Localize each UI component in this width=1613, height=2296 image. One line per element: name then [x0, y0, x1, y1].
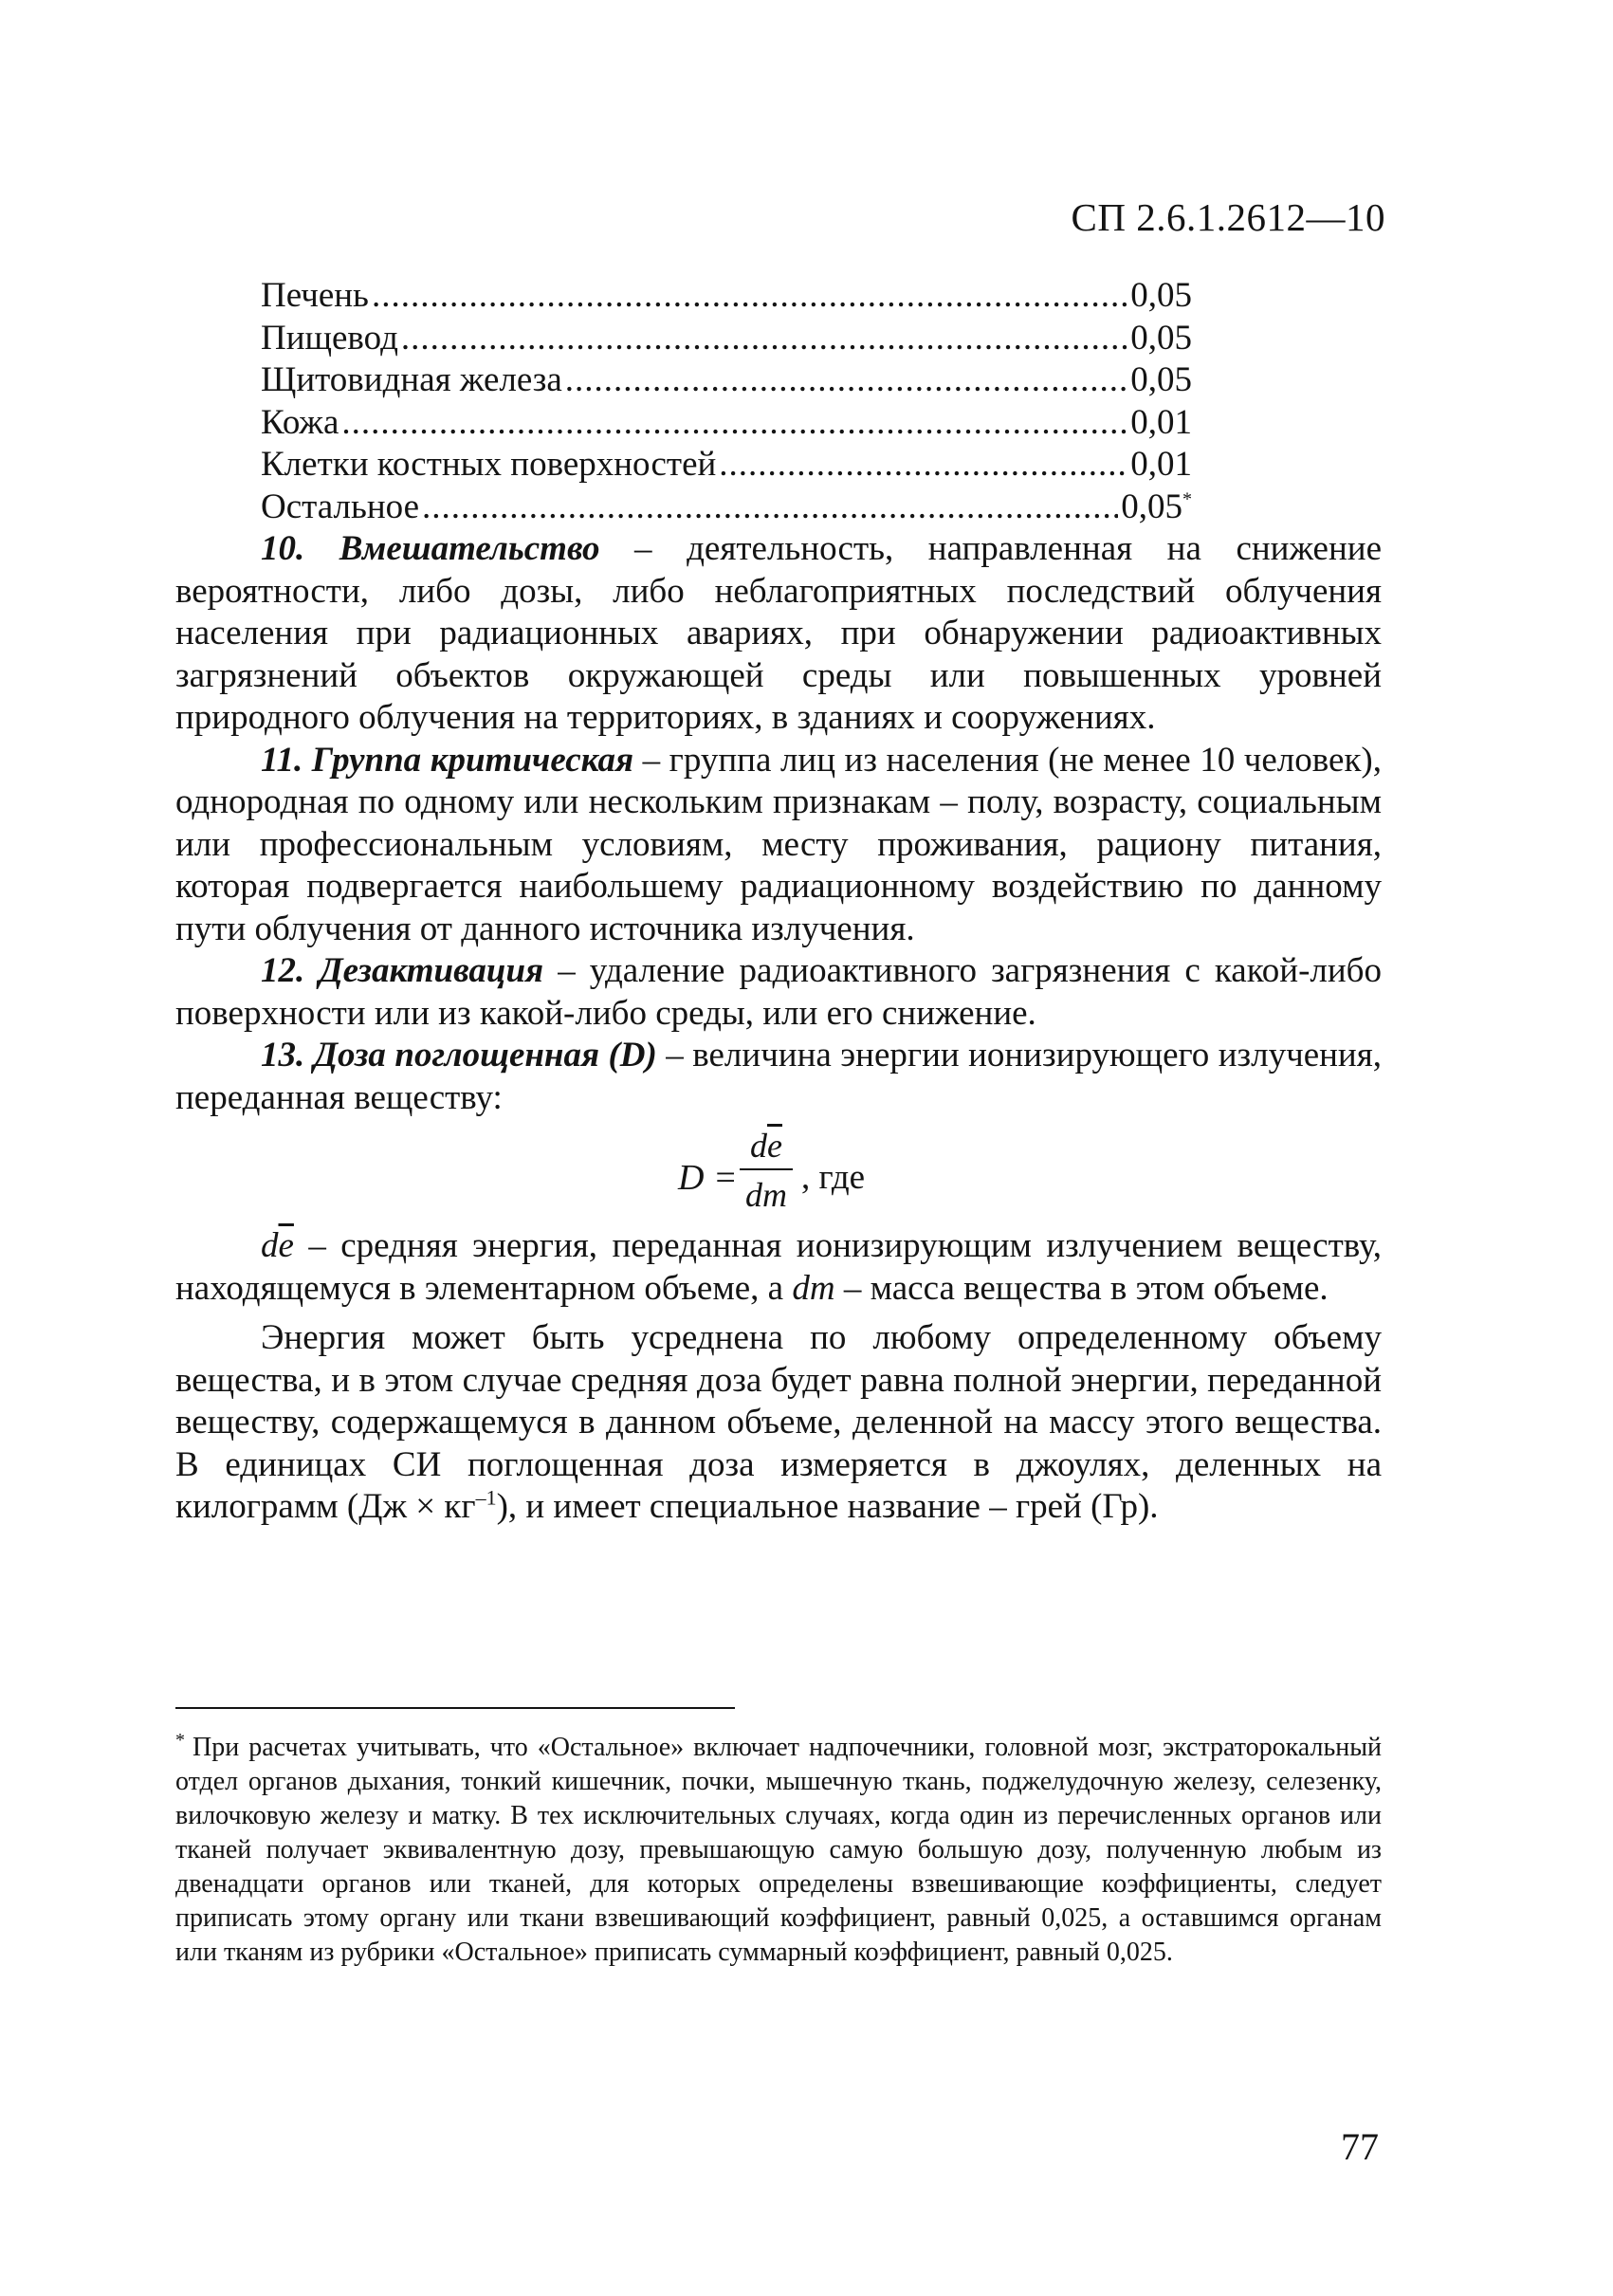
definition-text: – величина энергии ионизирующего излучения, переданная веществу:: [175, 1036, 1383, 1117]
term-heading: 10. Вмешательство: [261, 529, 600, 568]
list-item: [261, 318, 1192, 360]
weight-value: 0,05*: [1121, 487, 1192, 526]
definition-text: – группа лиц из населения (не менее 10 человек), однородная по одному или нескольким признакам – полу, возрасту, социальным или профессиональным условиям, месту проживания, рациону питания, которая подвергается наибольшему радиационному воздействию по данному пути облучения от данного источника излучения.: [175, 740, 1382, 948]
term-heading: 13. Доза поглощенная (D): [261, 1036, 657, 1075]
weight-value: 0,01: [1130, 445, 1192, 484]
symbol-de: $d\overline{e}$: [261, 1226, 294, 1265]
organ-name: Остальное: [261, 487, 420, 526]
definition-text: – удаление радиоактивного загрязнения с какой-либо поверхности или из какой-либо среды, или его снижение.: [175, 951, 1382, 1033]
unit-exponent: –1: [475, 1485, 497, 1510]
footnote-mark: *: [175, 1729, 185, 1751]
definition-intervention: [175, 528, 1382, 740]
list-item: [261, 359, 1192, 402]
formula-tail: , где: [801, 1158, 866, 1197]
weight-value: 0,05: [1130, 360, 1192, 399]
term-heading: 12. Дезактивация: [261, 951, 544, 990]
weight-value: 0,05: [1130, 276, 1192, 315]
formula-denominator: dm: [745, 1176, 787, 1214]
dot-leader: [401, 318, 1127, 360]
list-item: [261, 444, 1192, 487]
dot-leader: [565, 359, 1127, 402]
list-item: [261, 487, 1192, 529]
definition-critical-group: [175, 740, 1382, 951]
organ-name: Кожа: [261, 402, 339, 442]
formula-explanation: $d\overline{e}$ – средняя энергия, переданная ионизирующим излучением веществу, находящемуся в элементарном объеме, а dm – масса вещества в этом объеме.: [175, 1226, 1382, 1308]
footnote-text: При расчетах учитывать, что «Остальное» включает надпочечники, головной мозг, экстраторокальный отдел органов дыхания, тонкий кишечник, почки, мышечную ткань, поджелудочную железу, селезенку, вилочковую железу и матку. В тех исключительных случаях, когда один из перечисленных органов или тканей получает эквивалентную дозу, превышающую самую большую дозу, полученную любым из двенадцати органов или тканей, для которых определены взвешивающие коэффициенты, следует приписать этому органу или ткани взвешивающий коэффициент, равный 0,025, а оставшимся органам или тканям из рубрики «Остальное» приписать суммарный коэффициент, равный 0,025.: [175, 1733, 1382, 1967]
symbol-dm: dm: [792, 1268, 835, 1308]
formula-lhs: D =: [678, 1158, 738, 1198]
weight-value: 0,01: [1130, 402, 1192, 442]
dot-leader: [422, 487, 1118, 529]
organ-name: Пищевод: [261, 318, 398, 358]
term-heading: 11. Группа критическая: [261, 740, 634, 780]
weight-value: 0,05: [1130, 318, 1192, 358]
document-code-header: СП 2.6.1.2612—10: [1071, 195, 1385, 239]
dot-leader: [341, 402, 1127, 445]
list-item: [261, 402, 1192, 445]
definition-text: – деятельность, направленная на снижение вероятности, либо дозы, либо неблагоприятных последствий облучения населения при радиационных авариях, при обнаружении радиоактивных загрязнений объектов окружающей среды или повышенных уровней природного облучения на территориях, в зданиях и сооружениях.: [175, 529, 1382, 737]
organ-name: Печень: [261, 276, 369, 315]
organ-name: Клетки костных поверхностей: [261, 445, 717, 484]
formula-fraction: [740, 1127, 793, 1214]
formula-numerator: $d\overline{e}$: [750, 1127, 782, 1165]
list-item: [261, 275, 1192, 318]
organ-name: Щитовидная железа: [261, 360, 562, 399]
main-content: [175, 275, 1382, 1529]
dot-leader: [372, 275, 1127, 318]
page-number: 77: [1341, 2125, 1379, 2168]
footnote-divider: [175, 1707, 735, 1709]
footnote: [175, 1731, 1382, 1970]
fraction-bar: [740, 1168, 793, 1170]
absorbed-dose-formula: [175, 1127, 1382, 1225]
dot-leader: [719, 444, 1127, 487]
definition-decontamination: [175, 950, 1382, 1035]
energy-averaging-paragraph: Энергия может быть усреднена по любому определенному объему вещества, и в этом случае средняя доза будет равна полной энергии, переданной веществу, содержащемуся в данном объеме, деленной на массу этого вещества. В единицах СИ поглощенная доза измеряется в джоулях, деленных на килограмм $(Дж \times кг^{-1})$, и имеет специальное название – грей (Гр).: [175, 1318, 1382, 1526]
organ-weights-list: [261, 275, 1192, 528]
definition-absorbed-dose: [175, 1035, 1382, 1119]
